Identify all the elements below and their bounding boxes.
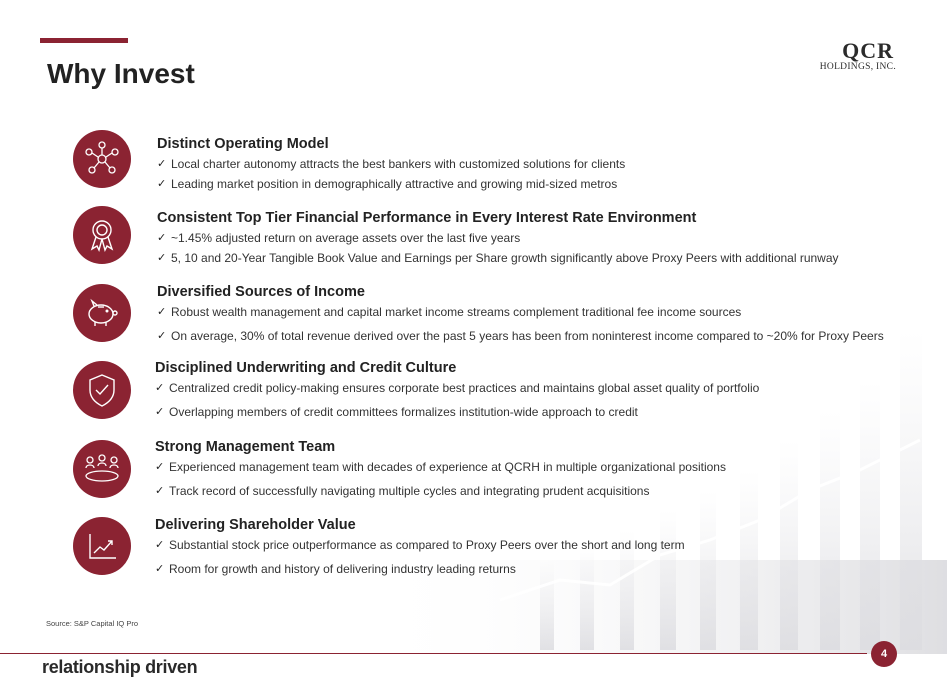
bullet-text: Substantial stock price outperformance as compared to Proxy Peers over the short and long term [169, 538, 685, 552]
check-icon: ✓ [155, 406, 165, 418]
bullet-item [157, 177, 625, 192]
title-accent-bar [40, 38, 128, 43]
bullet-text: Experienced management team with decades of experience at QCRH in multiple organizational positions [169, 460, 726, 474]
section-operating-model [157, 136, 625, 192]
page-number: 4 [871, 641, 897, 667]
bullet-text: Centralized credit policy-making ensures corporate best practices and maintains global asset quality of portfolio [169, 381, 760, 395]
check-icon: ✓ [155, 382, 165, 394]
section-credit-culture [155, 360, 759, 420]
bullet-text: Leading market position in demographically attractive and growing mid-sized metros [171, 177, 618, 191]
bullet-item [155, 381, 759, 396]
check-icon: ✓ [155, 485, 165, 497]
check-icon: ✓ [157, 330, 167, 342]
bullet-item [155, 405, 759, 420]
logo-sub-text: HOLDINGS, INC. [819, 62, 896, 72]
bullet-text: On average, 30% of total revenue derived over the past 5 years has been from noninterest income compared to ~20% for Proxy Peers [171, 329, 884, 343]
bullet-item [157, 305, 884, 320]
bullet-item [155, 484, 726, 499]
bullet-item [157, 231, 839, 246]
bullet-text: 5, 10 and 20-Year Tangible Book Value and Earnings per Share growth significantly above Proxy Peers with additional runway [171, 251, 839, 265]
bullet-item [155, 460, 726, 475]
section-heading: Delivering Shareholder Value [155, 517, 356, 533]
source-note: Source: S&P Capital IQ Pro [46, 619, 138, 628]
check-icon: ✓ [157, 232, 167, 244]
page-title: Why Invest [47, 58, 195, 89]
piggy-bank-icon [73, 284, 131, 342]
team-table-icon [73, 440, 131, 498]
footer-tagline: relationship driven [42, 657, 198, 677]
bullet-item [155, 562, 685, 577]
section-management-team [155, 439, 726, 499]
section-financial-performance [157, 210, 839, 266]
check-icon: ✓ [157, 306, 167, 318]
check-icon: ✓ [155, 563, 165, 575]
bullet-item [157, 157, 625, 172]
section-heading: Disciplined Underwriting and Credit Culture [155, 360, 457, 376]
section-heading: Diversified Sources of Income [157, 284, 365, 300]
company-logo [806, 40, 906, 73]
bullet-item [157, 251, 839, 266]
bullet-text: ~1.45% adjusted return on average assets over the last five years [171, 231, 521, 245]
bullet-text: Track record of successfully navigating multiple cycles and integrating prudent acquisitions [169, 484, 650, 498]
section-shareholder-value [155, 517, 685, 577]
bullet-text: Overlapping members of credit committees formalizes institution-wide approach to credit [169, 405, 638, 419]
section-heading: Strong Management Team [155, 439, 336, 455]
section-diversified-income [157, 284, 884, 344]
award-ribbon-icon [73, 206, 131, 264]
shield-check-icon [73, 361, 131, 419]
section-heading: Consistent Top Tier Financial Performance in Every Interest Rate Environment [157, 210, 697, 226]
growth-chart-icon [73, 517, 131, 575]
bullet-text: Local charter autonomy attracts the best bankers with customized solutions for clients [171, 157, 626, 171]
check-icon: ✓ [155, 539, 165, 551]
bullet-text: Room for growth and history of delivering industry leading returns [169, 562, 516, 576]
check-icon: ✓ [157, 252, 167, 264]
bullet-item [157, 329, 884, 344]
check-icon: ✓ [157, 158, 167, 170]
bullet-text: Robust wealth management and capital market income streams complement traditional fee income sources [171, 305, 742, 319]
section-heading: Distinct Operating Model [157, 136, 329, 152]
logo-main-text: QCR [842, 38, 894, 63]
check-icon: ✓ [155, 461, 165, 473]
footer-divider [0, 653, 867, 654]
bullet-item [155, 538, 685, 553]
check-icon: ✓ [157, 178, 167, 190]
network-people-icon [73, 130, 131, 188]
